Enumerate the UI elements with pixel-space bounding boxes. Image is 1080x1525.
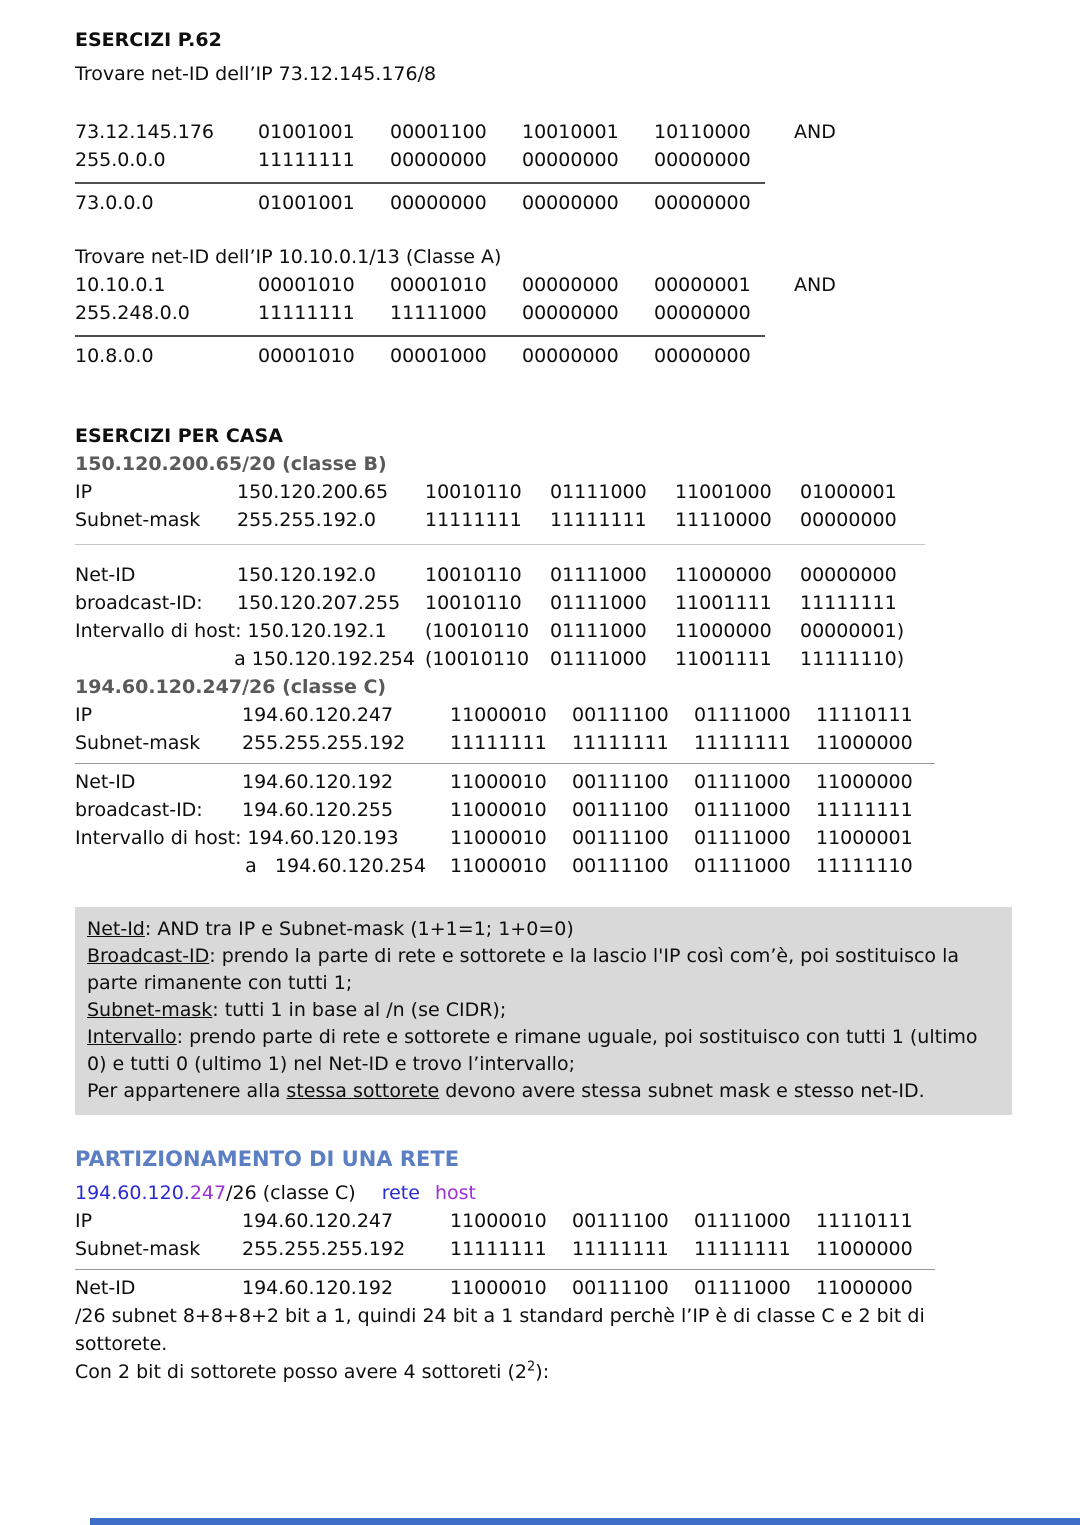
term-broadcast: Broadcast-ID [87,945,210,967]
row-subnet-mask [75,729,1020,757]
octet-2: 00111100 [572,771,669,793]
octet-1: 11000010 [450,1210,547,1232]
binary-row-ip-1 [75,118,1020,146]
octet-3: 11001111 [675,592,772,614]
octet-1: 11111111 [258,149,355,171]
octet-1: 11111111 [450,732,547,754]
range-text: Intervallo di host: 194.60.120.193 [75,827,399,849]
octet-2: 00001000 [390,345,487,367]
octet-3: 11111111 [694,1238,791,1260]
row-netid [75,1274,1020,1302]
section-title-esercizi-p62: ESERCIZI P.62 [75,29,222,51]
row-host-range-end [75,852,1020,880]
legend-host: host [434,1182,476,1204]
dotted-ip: 10.10.0.1 [75,274,166,296]
octet-1: 11000010 [450,827,547,849]
range-text: a 194.60.120.254 [245,855,426,877]
dotted-mask: 255.248.0.0 [75,302,190,324]
section-title-esercizi-casa: ESERCIZI PER CASA [75,425,283,447]
octet-1: 10010110 [425,564,522,586]
dotted-netid: 73.0.0.0 [75,192,154,214]
octet-2: 00000000 [390,149,487,171]
term-stessa-sottorete: stessa sottorete [286,1080,440,1102]
row-label: Subnet-mask [75,1238,201,1260]
range-text: Intervallo di host: 150.120.192.1 [75,620,387,642]
octet-2: 11111000 [390,302,487,324]
octet-2: 01111000 [550,620,647,642]
partition-subtitle [75,1179,1020,1207]
dotted-value: 150.120.200.65 [237,481,389,503]
subheading-classe-b: 150.120.200.65/20 (classe B) [75,453,387,475]
subnet-count-text: Con 2 bit di sottorete posso avere 4 sottoreti (2 [75,1361,527,1383]
octet-1: 00001010 [258,345,355,367]
dotted-value: 150.120.207.255 [237,592,401,614]
row-host-range-end [75,645,1020,673]
octet-2: 00111100 [572,1210,669,1232]
dotted-mask: 255.0.0.0 [75,149,166,171]
row-label: IP [75,1210,93,1232]
octet-3: 00000000 [522,302,619,324]
octet-1: 00001010 [258,274,355,296]
octet-4: 11111111 [800,592,897,614]
binary-row-mask-2 [75,299,1020,327]
octet-1: 10010110 [425,481,522,503]
octet-3: 00000000 [522,149,619,171]
octet-3: 11000000 [675,564,772,586]
octet-3: 00000000 [522,274,619,296]
row-ip [75,478,1020,506]
octet-3: 01111000 [694,704,791,726]
note-text: Per appartenere alla [87,1080,287,1102]
octet-1: 01001001 [258,192,355,214]
octet-4: 00000000 [654,345,751,367]
octet-3: 11001000 [675,481,772,503]
row-broadcast [75,589,1020,617]
note-text: : AND tra IP e Subnet-mask (1+1=1; 1+0=0) [144,918,574,940]
ip-network-part: 194.60.120. [75,1182,190,1204]
and-operator: AND [794,274,836,296]
term-subnetmask: Subnet-mask [87,999,213,1021]
exercise-statement-1: Trovare net-ID dell’IP 73.12.145.176/8 [75,63,437,85]
octet-1: 01001001 [258,121,355,143]
row-label: broadcast-ID: [75,799,203,821]
octet-2: 00111100 [572,827,669,849]
octet-4: 01000001 [800,481,897,503]
exercise-statement-2: Trovare net-ID dell’IP 10.10.0.1/13 (Classe A) [75,246,502,268]
octet-2: 00001100 [390,121,487,143]
dotted-value: 194.60.120.192 [242,1277,394,1299]
octet-3: 01111000 [694,827,791,849]
octet-1: (10010110 [425,648,530,670]
octet-3: 11000000 [675,620,772,642]
octet-1: 11111111 [258,302,355,324]
octet-2: 11111111 [572,732,669,754]
row-label: IP [75,704,93,726]
row-ip [75,1207,1020,1235]
octet-2: 11111111 [572,1238,669,1260]
octet-4: 00000000 [800,564,897,586]
dotted-value: 194.60.120.247 [242,1210,394,1232]
row-label: Net-ID [75,771,136,793]
octet-4: 11000000 [816,771,913,793]
term-intervallo: Intervallo [87,1026,177,1048]
octet-4: 11111111 [816,799,913,821]
octet-4: 00000000 [654,192,751,214]
octet-4: 10110000 [654,121,751,143]
exponent: 2 [527,1359,536,1375]
octet-3: 10010001 [522,121,619,143]
octet-2: 00000000 [390,192,487,214]
octet-2: 01111000 [550,648,647,670]
dotted-value: 194.60.120.255 [242,799,394,821]
octet-4: 11111110 [816,855,913,877]
octet-4: 11000001 [816,827,913,849]
row-subnet-mask [75,1235,1020,1263]
octet-3: 01111000 [694,1210,791,1232]
octet-4: 00000000 [654,302,751,324]
note-line-netid [87,916,1000,943]
octet-4: 11110111 [816,704,913,726]
row-label: Subnet-mask [75,509,201,531]
octet-2: 00111100 [572,855,669,877]
and-operator: AND [794,121,836,143]
octet-1: 11111111 [425,509,522,531]
octet-4: 00000000 [654,149,751,171]
octet-3: 11110000 [675,509,772,531]
table-divider [75,763,935,764]
note-text: : prendo parte di rete e sottorete e rimane uguale, poi sostituisco con tutti 1 (ultimo 0) e tutti 0 (ultimo 1) nel Net-ID e trovo l’intervallo; [87,1026,978,1075]
octet-4: 00000001 [654,274,751,296]
octet-1: 10010110 [425,592,522,614]
legend-rete: rete [381,1182,420,1204]
dotted-value: 255.255.192.0 [237,509,377,531]
note-text: : prendo la parte di rete e sottorete e la lascio l'IP così com’è, poi sostituisco la parte rimanente con tutti 1; [87,945,960,994]
cidr-class-text: /26 (classe C) [226,1182,356,1204]
dotted-value: 150.120.192.0 [237,564,377,586]
row-broadcast [75,796,1020,824]
octet-2: 01111000 [550,592,647,614]
octet-4: 00000000 [800,509,897,531]
row-ip [75,701,1020,729]
octet-4: 11000000 [816,1277,913,1299]
binary-row-netid-2 [75,342,1020,370]
octet-1: 11000010 [450,771,547,793]
octet-4: 11110111 [816,1210,913,1232]
octet-3: 00000000 [522,192,619,214]
row-label: Subnet-mask [75,732,201,754]
octet-4: 11000000 [816,1238,913,1260]
octet-3: 01111000 [694,799,791,821]
table-divider [75,544,925,545]
octet-2: 01111000 [550,481,647,503]
subnet-explanation: /26 subnet 8+8+8+2 bit a 1, quindi 24 bit a 1 standard perchè l’IP è di classe C e 2 bit di sottorete. [75,1305,925,1355]
octet-1: 11000010 [450,1277,547,1299]
binary-row-ip-2 [75,271,1020,299]
dotted-ip: 73.12.145.176 [75,121,215,143]
octet-4: 00000001) [800,620,905,642]
result-divider [75,335,765,337]
octet-1: 11000010 [450,855,547,877]
subheading-classe-c: 194.60.120.247/26 (classe C) [75,676,387,698]
dotted-value: 194.60.120.247 [242,704,394,726]
result-divider [75,182,765,184]
octet-2: 11111111 [550,509,647,531]
octet-4: 11111110) [800,648,905,670]
row-label: Net-ID [75,1277,136,1299]
octet-2: 00111100 [572,1277,669,1299]
octet-3: 01111000 [694,1277,791,1299]
octet-2: 01111000 [550,564,647,586]
binary-row-netid-1 [75,189,1020,217]
octet-3: 11001111 [675,648,772,670]
note-line-subnetmask [87,997,1000,1024]
row-label: IP [75,481,93,503]
row-host-range-start [75,824,1020,852]
octet-2: 00111100 [572,704,669,726]
octet-2: 00111100 [572,799,669,821]
row-label: Net-ID [75,564,136,586]
dotted-value: 194.60.120.192 [242,771,394,793]
subnet-count-close: ): [535,1361,550,1383]
dotted-value: 255.255.255.192 [242,732,406,754]
table-divider [75,1269,935,1270]
octet-1: (10010110 [425,620,530,642]
octet-4: 11000000 [816,732,913,754]
octet-1: 11000010 [450,799,547,821]
octet-3: 00000000 [522,345,619,367]
subnet-count-line [75,1358,1020,1386]
row-netid [75,768,1020,796]
section-title-partizionamento: PARTIZIONAMENTO DI UNA RETE [75,1147,460,1171]
row-netid [75,561,1020,589]
next-table-top-edge-bar [90,1518,1080,1525]
note-text: : tutti 1 in base al /n (se CIDR); [212,999,507,1021]
dotted-netid: 10.8.0.0 [75,345,154,367]
range-text: a 150.120.192.254 [234,648,415,670]
octet-1: 11111111 [450,1238,547,1260]
binary-row-mask-1 [75,146,1020,174]
row-host-range-start [75,617,1020,645]
term-netid: Net-Id [87,918,145,940]
octet-3: 01111000 [694,855,791,877]
note-line-intervallo [87,1024,1000,1078]
note-text: devono avere stessa subnet mask e stesso net-ID. [439,1080,925,1102]
octet-3: 11111111 [694,732,791,754]
ip-host-part: 247 [189,1182,227,1204]
row-label: broadcast-ID: [75,592,203,614]
dotted-value: 255.255.255.192 [242,1238,406,1260]
note-line-broadcast [87,943,1000,997]
octet-1: 11000010 [450,704,547,726]
octet-3: 01111000 [694,771,791,793]
row-subnet-mask [75,506,1020,534]
octet-2: 00001010 [390,274,487,296]
definitions-note-box [75,907,1012,1115]
note-line-sottorete [87,1078,1000,1105]
